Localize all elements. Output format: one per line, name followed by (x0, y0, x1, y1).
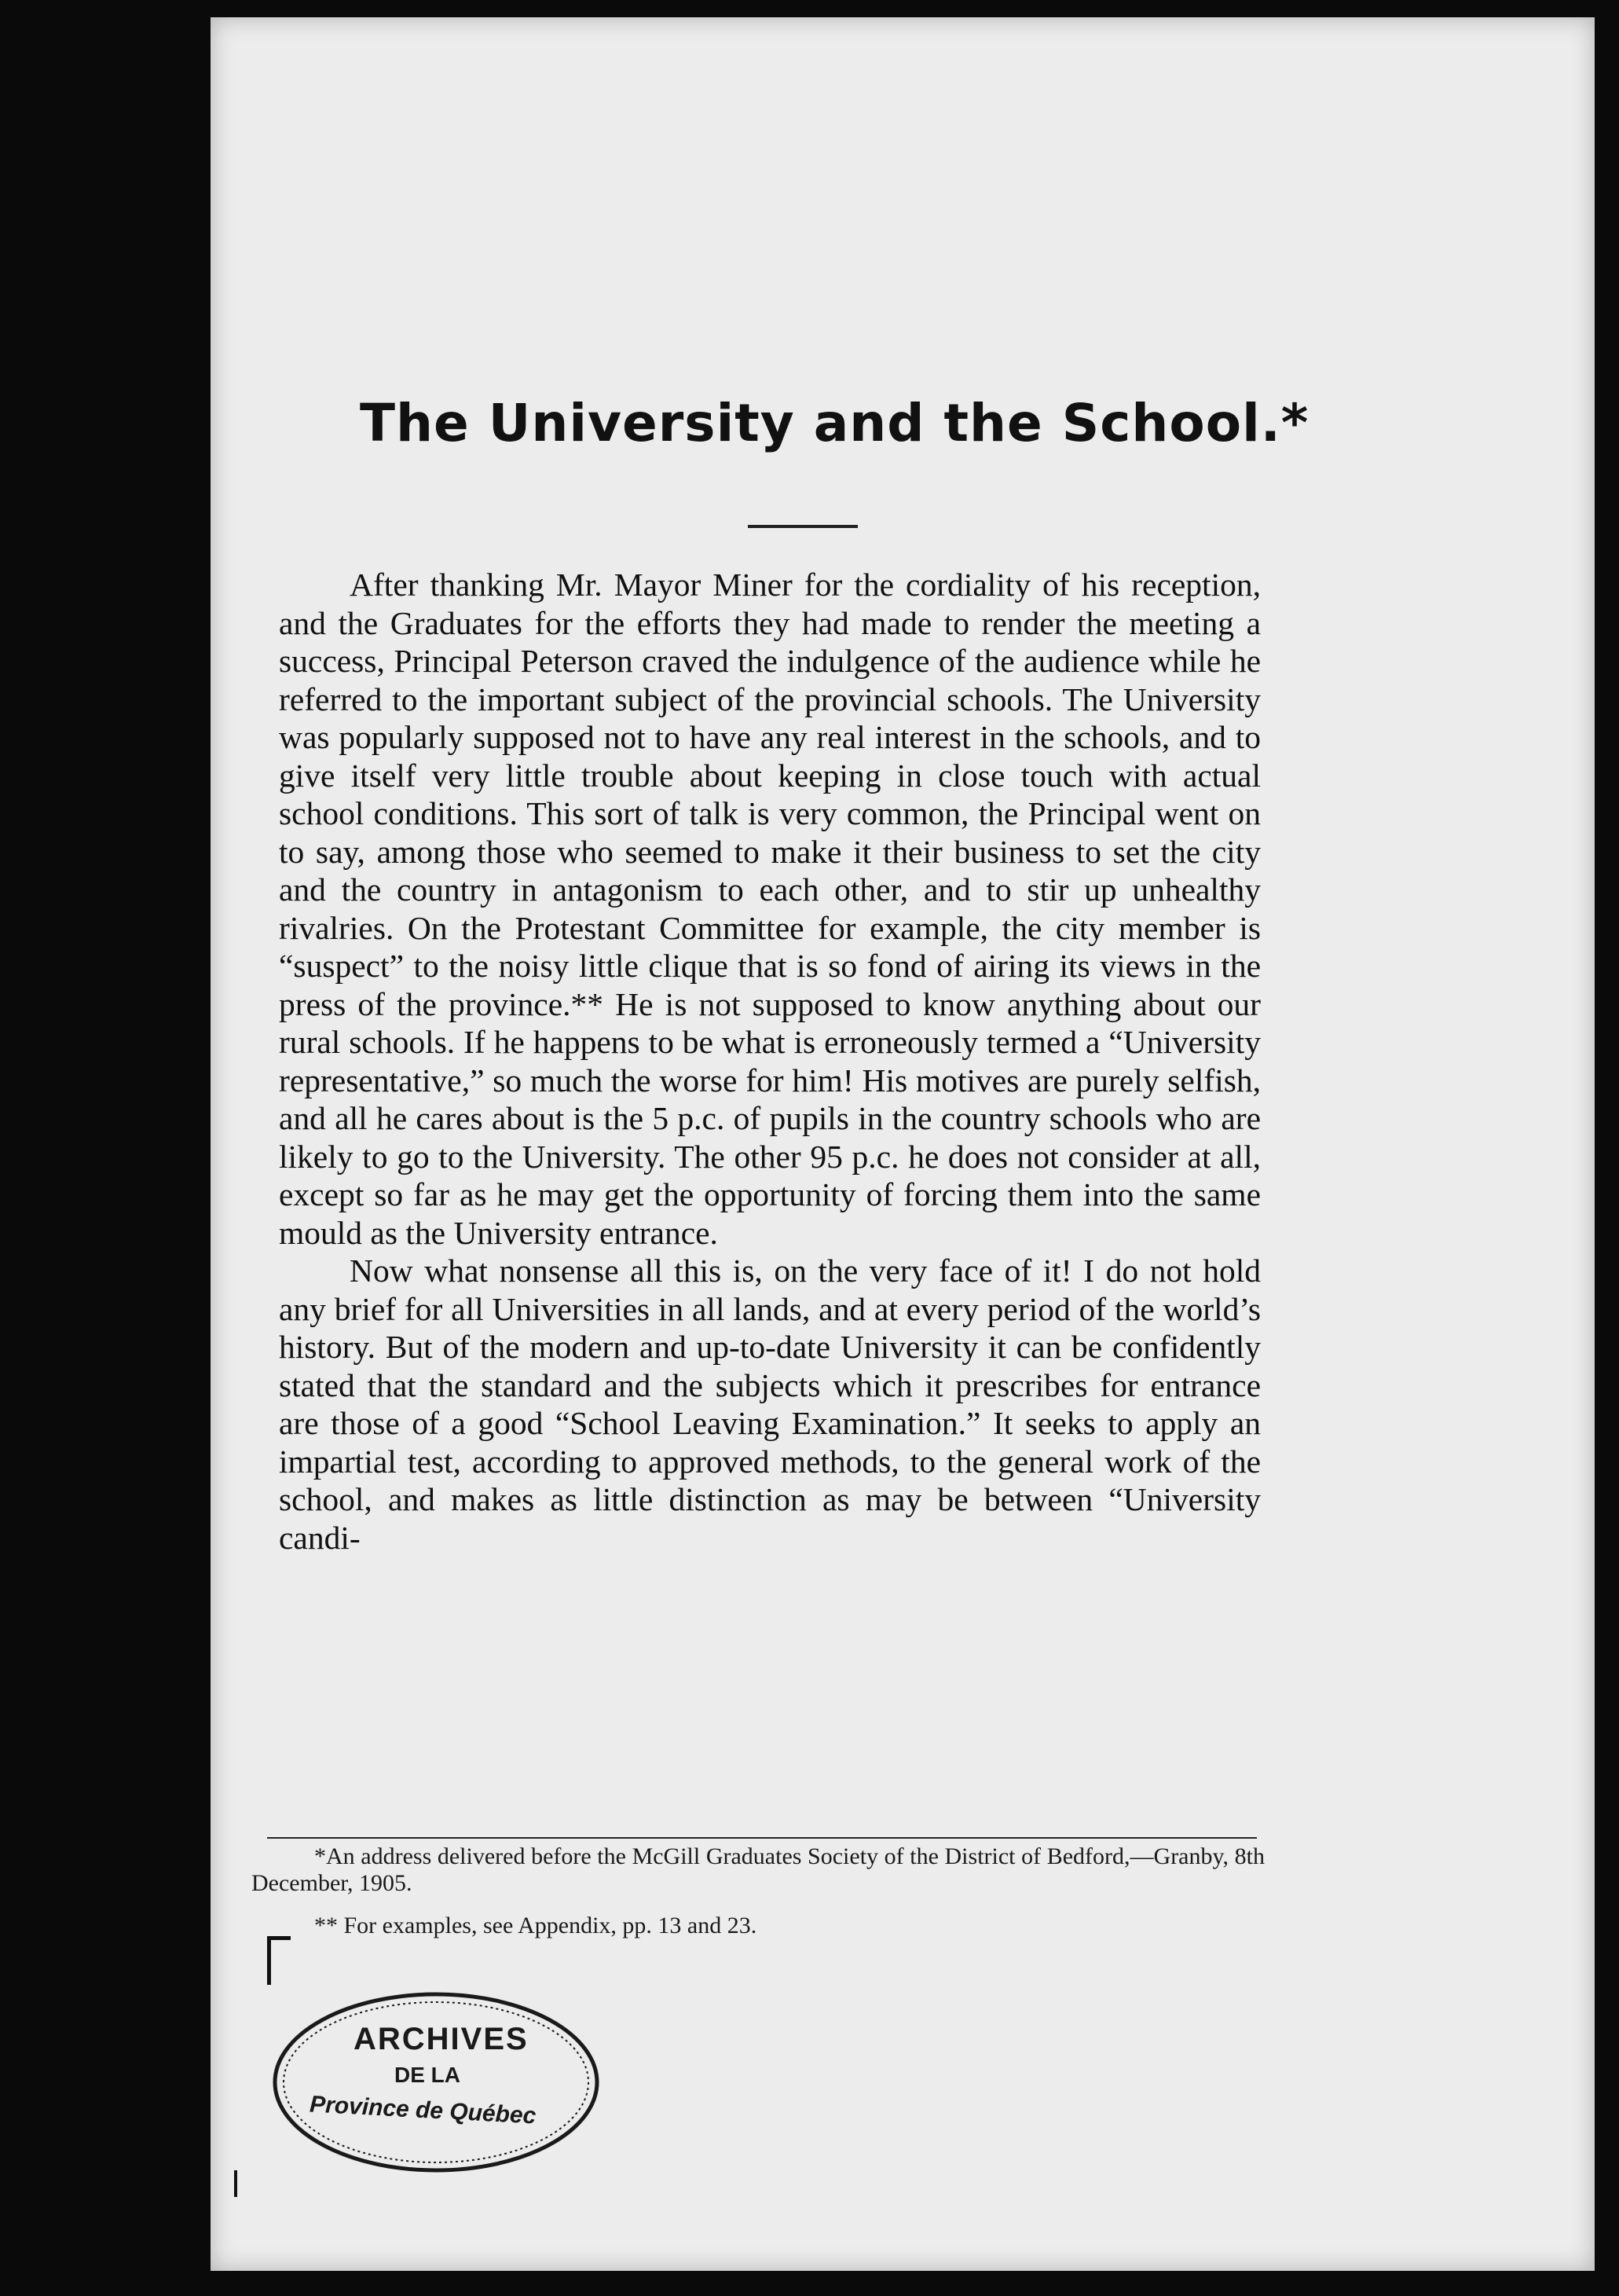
footnotes (251, 1843, 1265, 1939)
paragraph-1: After thanking Mr. Mayor Miner for the cordiality of his reception, and the Graduates for the efforts they had made to render the meeting a success, Principal Peterson craved the indulgence of the audience while he referred to the important subject of the provincial schools. The University was popularly supposed not to have any real interest in the schools, and to give itself very little trouble about keeping in close touch with actual school conditions. This sort of talk is very common, the Principal went on to say, among those who seemed to make it their business to set the city and the country in antagonism to each other, and to stir up unhealthy rivalries. On the Protestant Committee for example, the city member is “suspect” to the noisy little clique that is so fond of airing its views in the press of the province.** He is not supposed to know anything about our rural schools. If he happens to be what is erroneously termed a “University representative,” so much the worse for him! His motives are purely selfish, and all he cares about is the 5 p.c. of pupils in the country schools who are likely to go to the University. The other 95 p.c. he does not consider at all, except so far as he may get the opportunity of forcing them into the same mould as the University entrance. (279, 567, 1261, 1251)
page-title: The University and the School.* (360, 393, 1309, 453)
margin-mark-top-tick (267, 1936, 291, 1940)
footnote-divider (267, 1837, 1257, 1839)
archives-stamp (267, 1984, 605, 2180)
stamp-line-1: ARCHIVES (353, 2022, 529, 2056)
title-divider (748, 525, 858, 528)
margin-mark-top (267, 1936, 271, 1985)
stamp-line-3: Province de Québec (309, 2091, 537, 2129)
stamp-line-2: DE LA (394, 2063, 460, 2087)
body-text (279, 566, 1261, 1557)
footnote-2: ** For examples, see Appendix, pp. 13 and 23. (314, 1913, 757, 1938)
footnote-1: *An address delivered before the McGill Graduates Society of the District of Bedford,—Granby, 8th December, 1905. (251, 1843, 1265, 1896)
paragraph-2: Now what nonsense all this is, on the very face of it! I do not hold any brief for all Universities in all lands, and at every period of the world’s history. But of the modern and up-to-date University it can be confidently stated that the standard and the subjects which it prescribes for entrance are those of a good “School Leaving Examination.” It seeks to apply an impartial test, according to approved methods, to the general work of the school, and makes as little distinction as may be between “University candi- (279, 1253, 1261, 1556)
margin-mark-bottom (234, 2170, 237, 2197)
